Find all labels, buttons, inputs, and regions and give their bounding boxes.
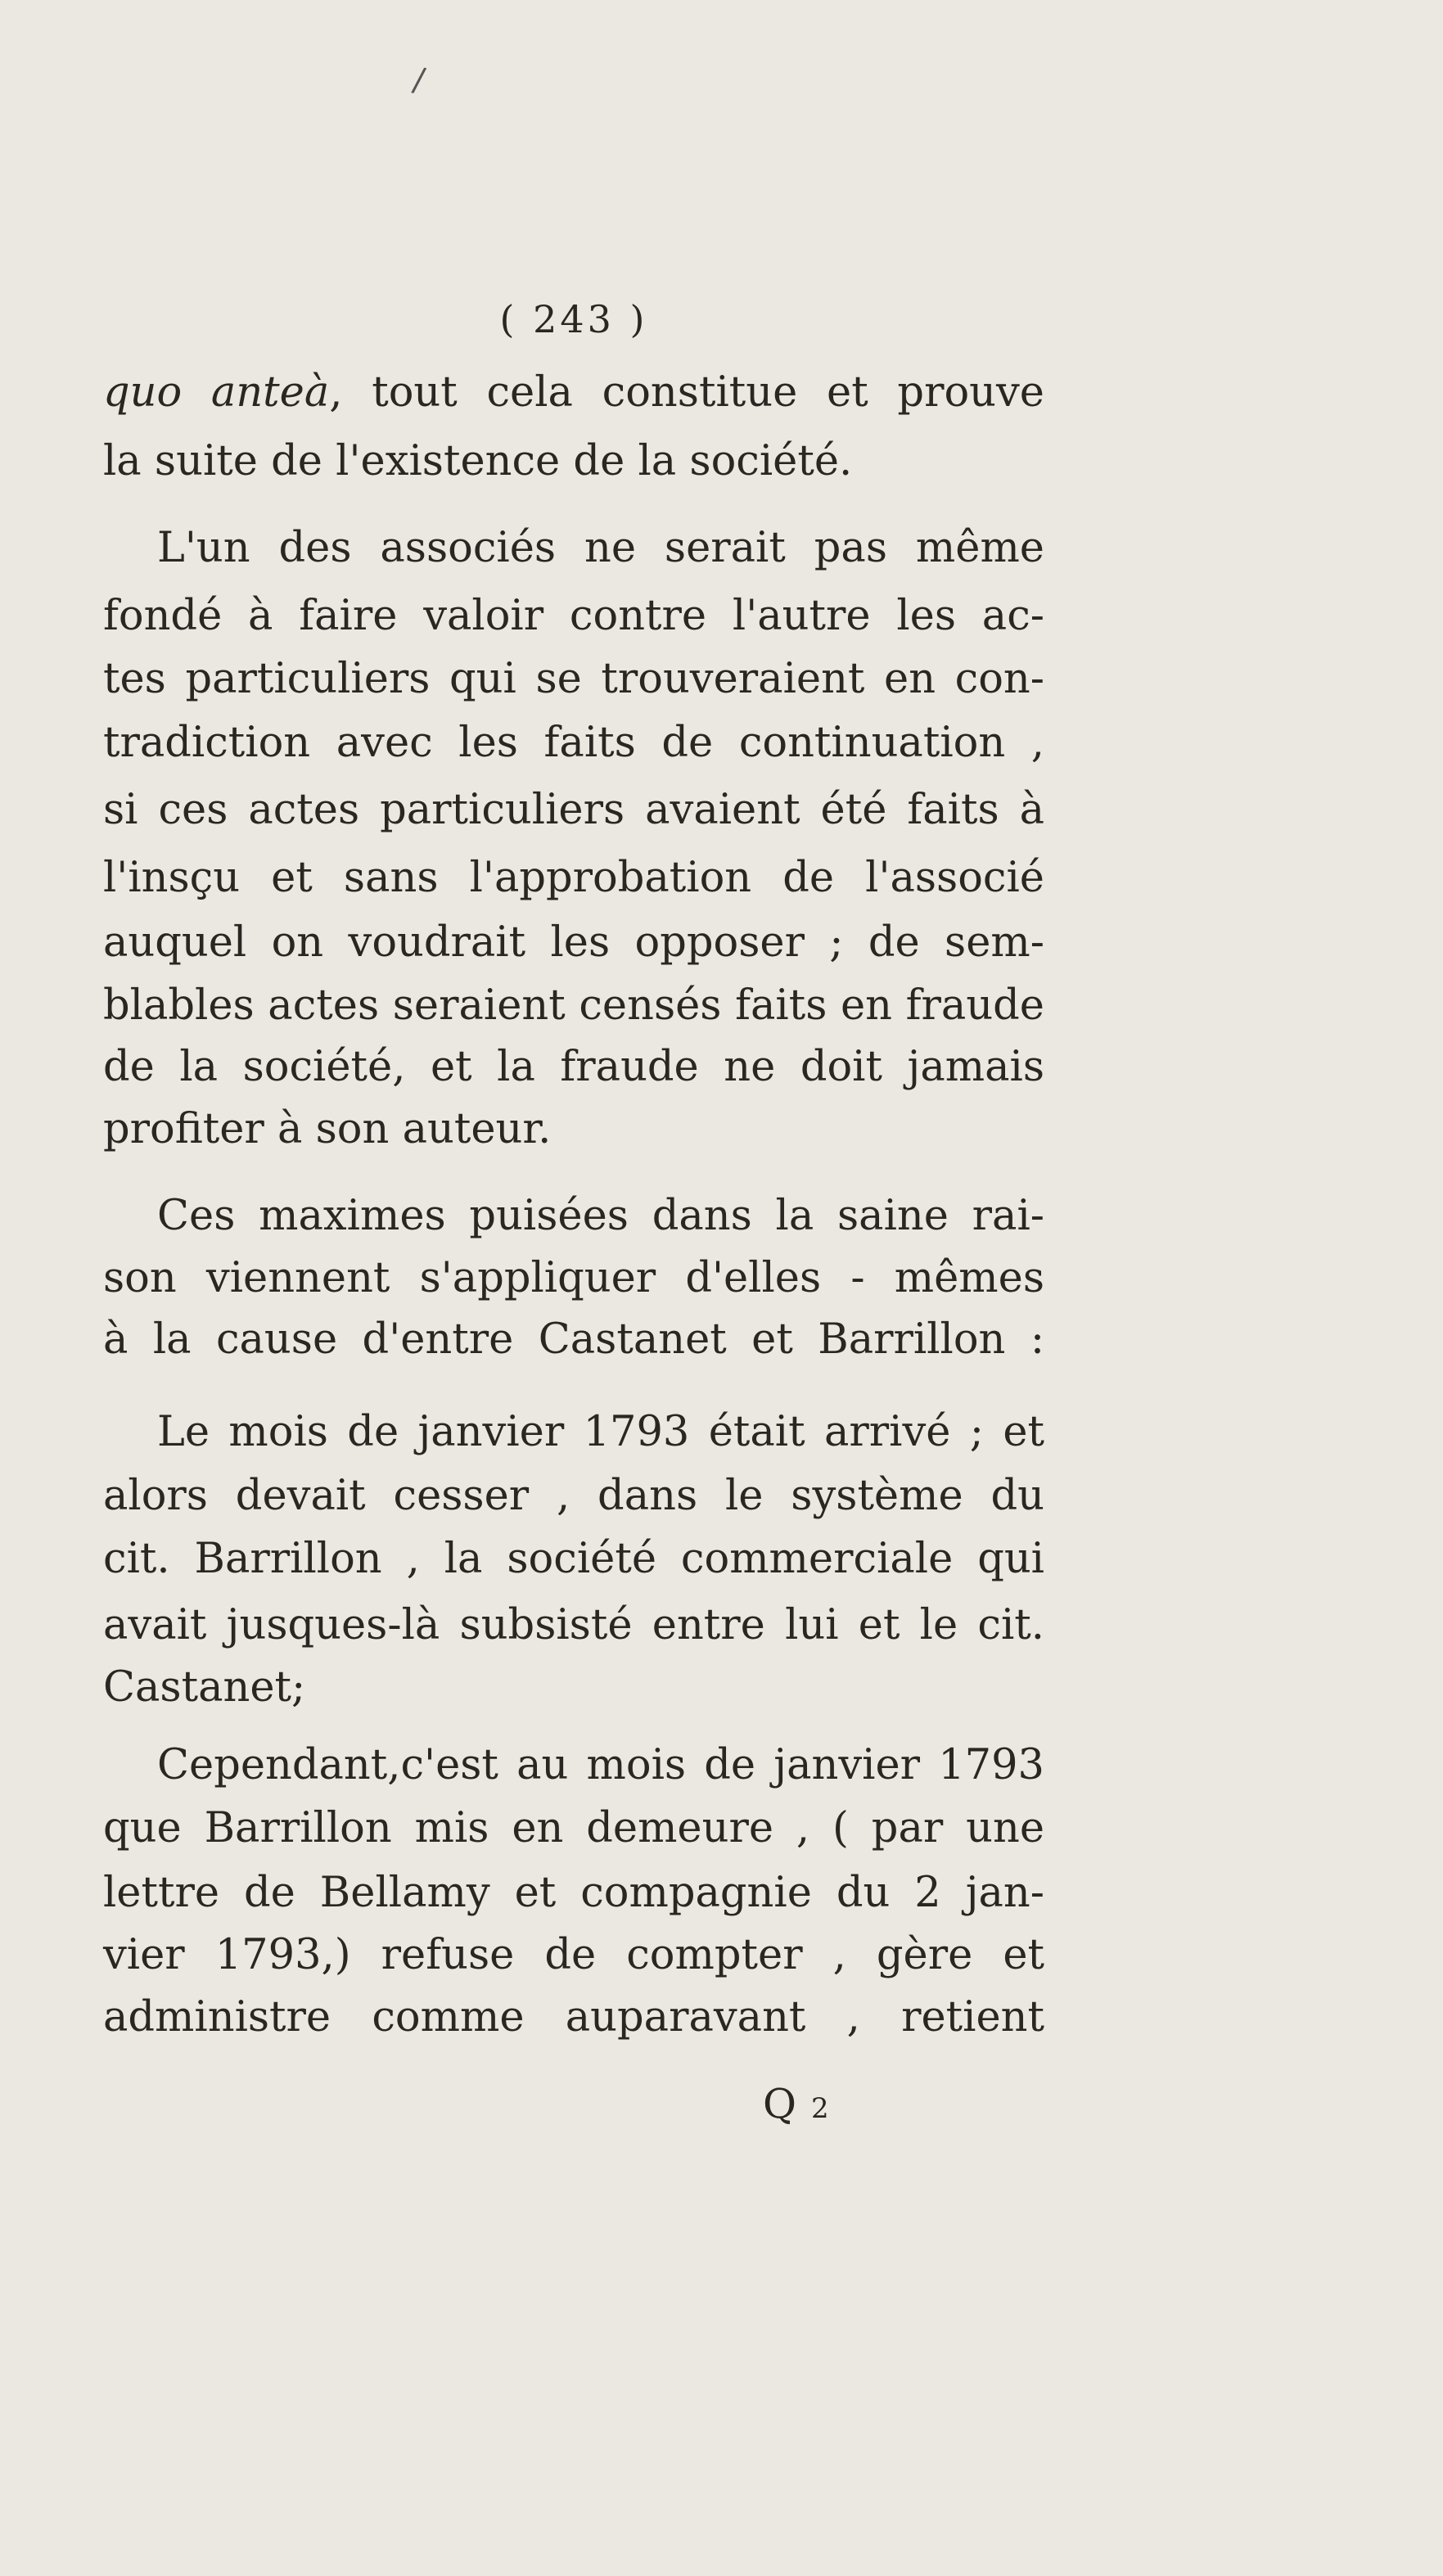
text-line: fondé à faire valoir contre l'autre les ac- [103, 592, 1044, 640]
text-line: la suite de l'existence de la société. [103, 437, 853, 485]
text-line: auquel on voudrait les opposer ; de sem- [103, 918, 1044, 967]
signature-mark [763, 2075, 829, 2137]
page-number: ( 243 ) [499, 297, 648, 341]
latin-phrase: quo anteà [103, 368, 330, 417]
text-line: alors devait cesser , dans le système du [103, 1472, 1044, 1520]
signature-letter: Q [763, 2080, 796, 2127]
signature-number: 2 [811, 2092, 829, 2125]
text-line: Ces maximes puisées dans la saine rai- [157, 1192, 1044, 1240]
text-line: avait jusques-là subsisté entre lui et le cit. [103, 1601, 1044, 1649]
text-line: à la cause d'entre Castanet et Barrillon : [103, 1315, 1044, 1364]
text-line: vier 1793,) refuse de compter , gère et [103, 1931, 1044, 1979]
text-line: quo anteà, tout cela constitue et prouve [103, 368, 1044, 417]
text-line: son viennent s'appliquer d'elles - mêmes [103, 1254, 1044, 1302]
text-line: tradiction avec les faits de continuation , [103, 719, 1044, 767]
text-line: de la société, et la fraude ne doit jamais [103, 1043, 1044, 1091]
text-line: L'un des associés ne serait pas même [157, 524, 1044, 572]
text-line: Cependant,c'est au mois de janvier 1793 [157, 1741, 1044, 1789]
text-line: Castanet; [103, 1663, 306, 1712]
text-line: profiter à son auteur. [103, 1105, 552, 1153]
text-line: l'insçu et sans l'approbation de l'associé [103, 854, 1044, 902]
text-line: si ces actes particuliers avaient été faits à [103, 786, 1044, 834]
text-line: administre comme auparavant , retient [103, 1993, 1044, 2041]
text-line: que Barrillon mis en demeure , ( par une [103, 1804, 1044, 1852]
text-line: tes particuliers qui se trouveraient en con- [103, 655, 1044, 703]
text-line: blables actes seraient censés faits en fraude [103, 981, 1044, 1030]
text-line: Le mois de janvier 1793 était arrivé ; et [157, 1408, 1044, 1456]
text-line: lettre de Bellamy et compagnie du 2 jan- [103, 1869, 1044, 1917]
stray-ink-mark: / [410, 61, 428, 100]
text-line: cit. Barrillon , la société commerciale qui [103, 1535, 1044, 1583]
